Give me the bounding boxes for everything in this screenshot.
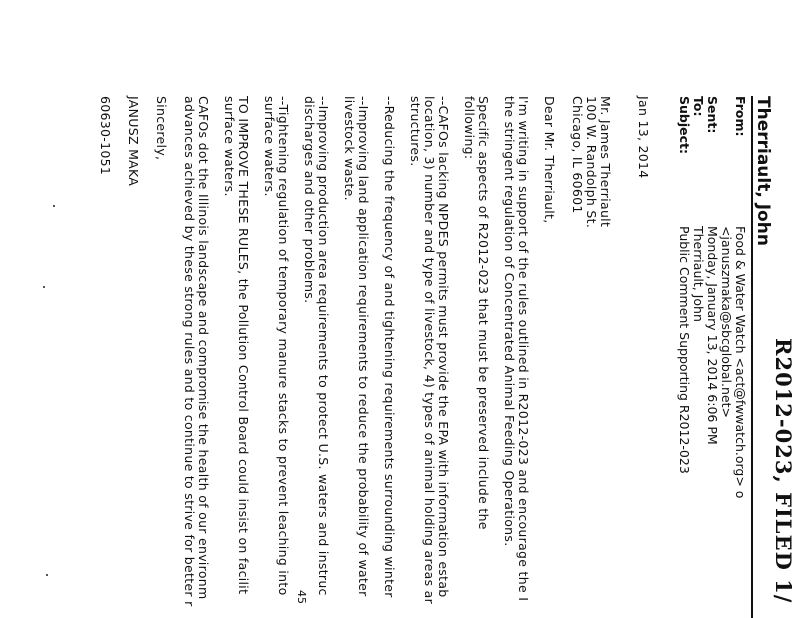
scan-speck — [43, 286, 45, 288]
intro-line: the stringent regulation of Concentrated Animal Feeding Operations. — [502, 96, 517, 547]
from-label: From: — [733, 96, 748, 137]
improve-line: surface waters. — [222, 96, 237, 197]
point-line: --Improving production area requirements to protect U.S. waters and instruc — [316, 96, 331, 596]
sent-value: Monday, January 13, 2014 6:06 PM — [705, 226, 720, 445]
page-number: 45 — [295, 590, 308, 604]
point-line: location, 3) number and type of livestock, 4) types of animal holding areas ar — [422, 96, 437, 605]
letter-date: Jan 13, 2014 — [636, 96, 651, 179]
scan-speck — [46, 574, 48, 576]
recipient-line: Chicago, IL 60601 — [570, 96, 585, 214]
recipient-line: 100 W. Randolph St. — [584, 96, 599, 229]
header-divider — [751, 96, 753, 618]
point-line: --Tightening regulation of temporary manure stacks to prevent leaching into — [276, 96, 291, 596]
filed-stamp: R2012-023, FILED 1/ — [771, 338, 796, 604]
point-line: --Improving land application requirements to reduce the probability of water — [356, 96, 371, 597]
sender-name: Therriault, John — [753, 96, 773, 246]
from-value: Food & Water Watch <act@fwwatch.org> o — [733, 226, 748, 499]
closing-line: advances achieved by these strong rules and to continue to strive for better r — [182, 96, 197, 607]
sent-label: Sent: — [705, 96, 720, 134]
point-line: surface waters. — [262, 96, 277, 197]
salutation: Dear Mr. Therriault, — [542, 96, 557, 224]
subject-label: Subject: — [677, 96, 692, 154]
to-value: Therriault, John — [691, 226, 706, 322]
closing-line: CAFOs dot the Illinois landscape and compromise the health of our environm — [196, 96, 211, 600]
point-line: discharges and other problems. — [302, 96, 317, 304]
point-line: livestock waste. — [342, 96, 357, 201]
from-value-email: <januszmaka@sbcglobal.net> — [719, 226, 734, 418]
signoff: Sincerely, — [154, 96, 169, 161]
scan-speck — [53, 205, 55, 207]
point-line: --Reducing the frequency of and tightening requirements surrounding winter — [382, 96, 397, 598]
signer-zip: 60630-1051 — [98, 96, 113, 176]
improve-line: TO IMPROVE THESE RULES, the Pollution Control Board could insist on facilit — [236, 96, 251, 595]
signer-name: JANUSZ MAKA — [126, 96, 141, 187]
specific-line: following: — [462, 96, 477, 160]
point-line: --CAFOs lacking NPDES permits must provide the EPA with information estab — [436, 96, 451, 598]
subject-value: Public Comment Supporting R2012-023 — [677, 226, 692, 474]
specific-line: Specific aspects of R2012-023 that must be preserved include the — [476, 96, 491, 530]
to-label: To: — [691, 96, 706, 117]
point-line: structures. — [408, 96, 423, 167]
intro-line: I'm writing in support of the rules outlined in R2012-023 and encourage the I — [516, 96, 531, 602]
recipient-line: Mr. James Therriault — [598, 96, 613, 228]
